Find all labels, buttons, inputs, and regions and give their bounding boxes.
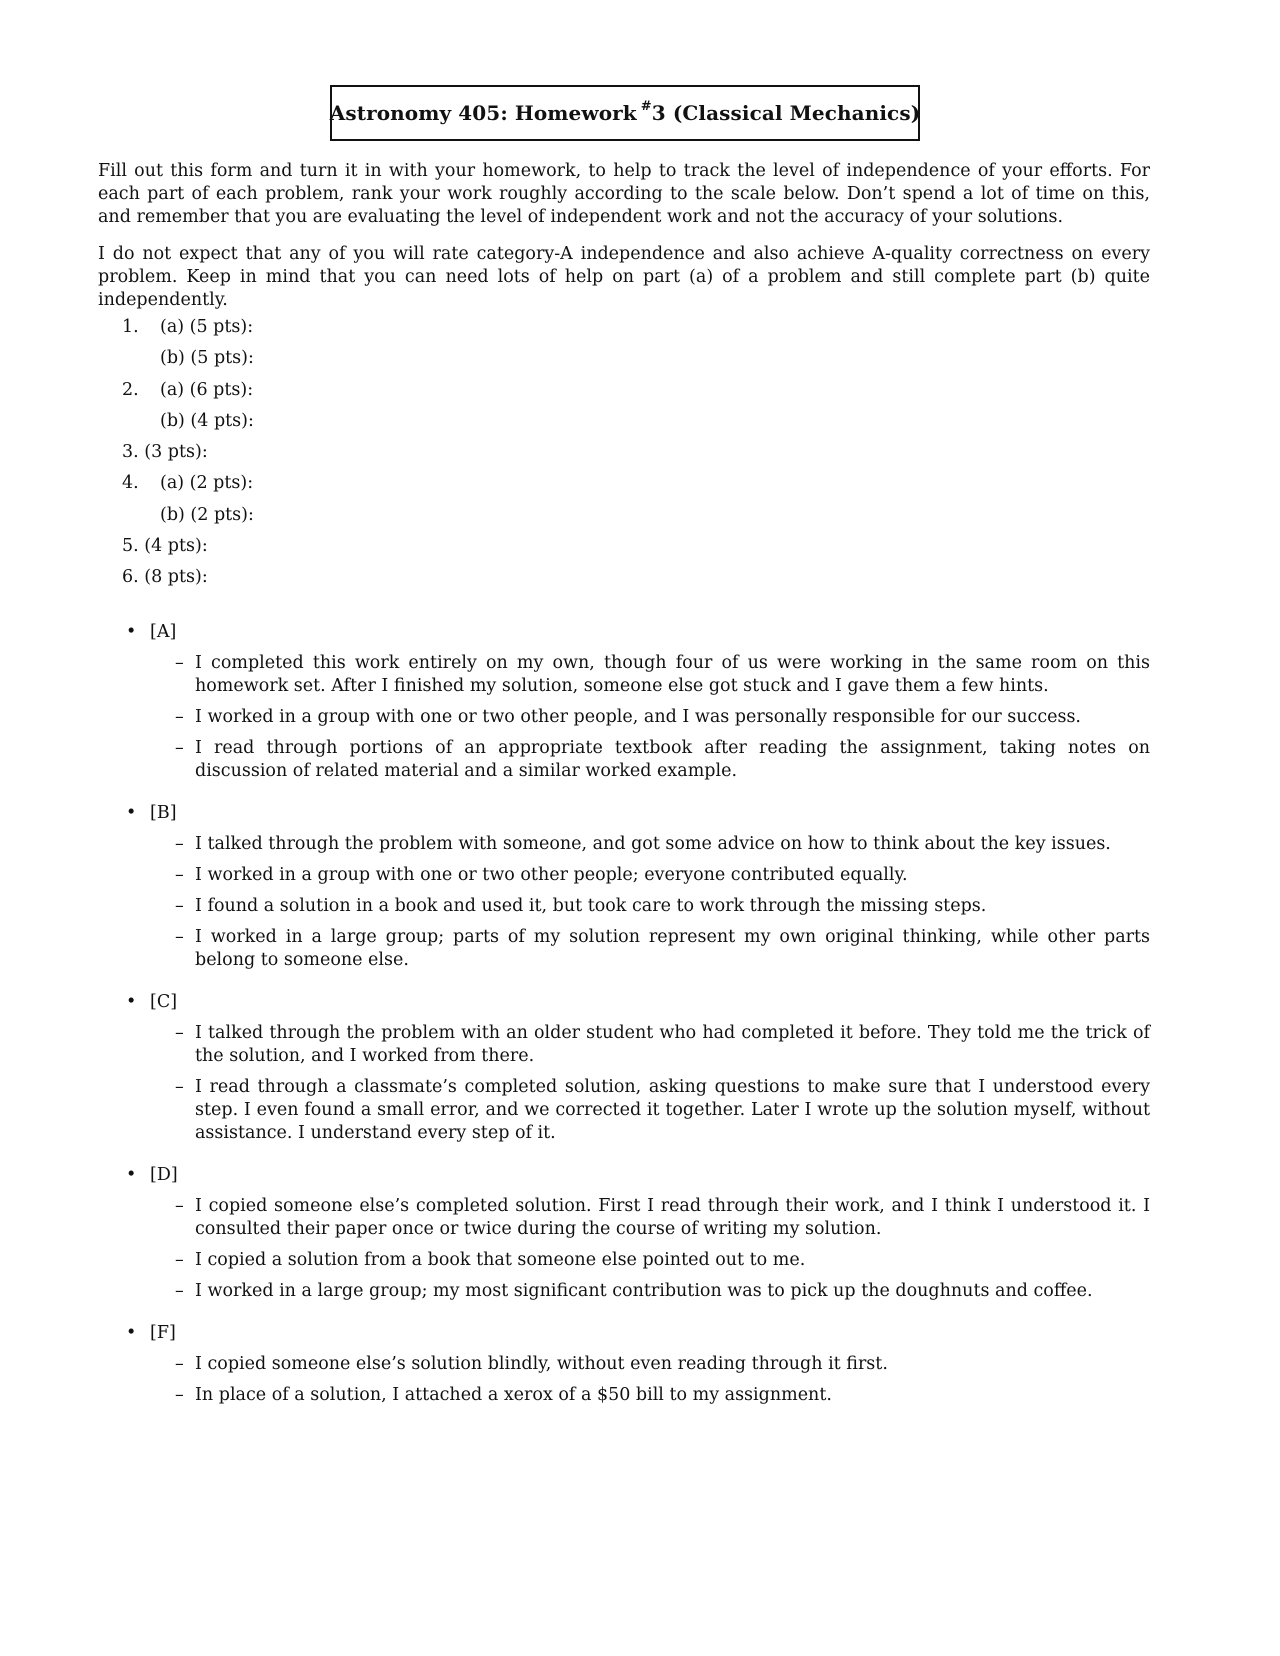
dash-icon: – — [175, 707, 184, 727]
scale-item-text: I talked through the problem with someone, and got some advice on how to think about the key issues. — [195, 834, 1111, 854]
scale-item-text: I copied a solution from a book that someone else pointed out to me. — [195, 1250, 806, 1270]
scale-item — [98, 1353, 1150, 1376]
dash-icon: – — [175, 1250, 184, 1270]
problem-part: (a) (2 pts): — [160, 473, 254, 494]
bullet-icon: • — [126, 803, 137, 823]
instructions-paragraph-2: I do not expect that any of you will rate category-A independence and also achieve A-quality correctness on every problem. Keep in mind that you can need lots of help on part (a) of a problem and still complete part (b) quite independently. — [98, 244, 1150, 310]
problem-part: (b) (2 pts): — [160, 504, 254, 525]
problem-part: (a) (5 pts): — [160, 317, 254, 337]
bullet-icon: • — [126, 1323, 137, 1343]
category-label: [C] — [150, 992, 178, 1012]
problem-label: 5. (4 pts): — [122, 536, 208, 557]
scale-item — [98, 1280, 1150, 1303]
scale-item — [98, 1384, 1150, 1407]
scale-item — [98, 1249, 1150, 1272]
scale-item-text: I worked in a large group; my most significant contribution was to pick up the doughnuts and coffee. — [195, 1281, 1093, 1301]
bullet-icon: • — [126, 1165, 137, 1185]
dash-icon: – — [175, 1385, 184, 1405]
scale-item — [98, 737, 1150, 783]
title-number: 3 (Classical Mechanics) — [651, 101, 921, 125]
scale-item — [98, 1022, 1150, 1068]
bullet-icon: • — [126, 622, 137, 642]
scale-item — [98, 895, 1150, 918]
problem-row — [98, 468, 798, 499]
scale-item-text: I found a solution in a book and used it, but took care to work through the missing steps. — [195, 896, 987, 916]
scale-item-text: I read through portions of an appropriate textbook after reading the assignment, taking notes on discussion of related material and a similar worked example. — [195, 738, 1150, 781]
scale-category — [98, 616, 1150, 797]
scale-item-text: I copied someone else’s completed solution. First I read through their work, and I think I understood it. I consulted their paper once or twice during the course of writing my solution. — [195, 1196, 1150, 1239]
dash-icon: – — [175, 1023, 184, 1043]
dash-icon: – — [175, 653, 184, 673]
problem-row — [98, 562, 798, 593]
instructions — [98, 160, 1150, 326]
category-items — [98, 648, 1150, 797]
title-hash: # — [640, 98, 652, 114]
category-items — [98, 1018, 1150, 1159]
problem-row — [98, 375, 798, 406]
scale-item-text: I worked in a group with one or two other people, and I was personally responsible for our success. — [195, 707, 1081, 727]
scale-item — [98, 926, 1150, 972]
problem-row — [98, 312, 798, 343]
dash-icon: – — [175, 1354, 184, 1374]
independence-scale — [98, 616, 1150, 1421]
title-main: Astronomy 405: Homework — [329, 101, 637, 125]
scale-item — [98, 706, 1150, 729]
problem-row — [98, 437, 798, 468]
scale-category — [98, 797, 1150, 986]
scale-item-text: I copied someone else’s solution blindly, without even reading through it first. — [195, 1354, 888, 1374]
scale-item-text: I worked in a group with one or two other people; everyone contributed equally. — [195, 865, 908, 885]
scale-category — [98, 1159, 1150, 1317]
scale-item — [98, 833, 1150, 856]
category-label: [F] — [150, 1323, 176, 1343]
problem-part: (b) (4 pts): — [160, 410, 254, 431]
problem-label: 6. (8 pts): — [122, 567, 208, 588]
page-title — [330, 85, 920, 141]
dash-icon: – — [175, 1196, 184, 1216]
category-items — [98, 1349, 1150, 1421]
category-heading — [98, 1159, 1150, 1191]
bullet-icon: • — [126, 992, 137, 1012]
category-label: [D] — [150, 1165, 178, 1185]
category-heading — [98, 1317, 1150, 1349]
scale-category — [98, 986, 1150, 1159]
problem-number: 4. — [122, 473, 139, 494]
dash-icon: – — [175, 1281, 184, 1301]
category-heading — [98, 616, 1150, 648]
scale-item — [98, 1195, 1150, 1241]
dash-icon: – — [175, 927, 184, 947]
problem-part: (b) (5 pts): — [160, 348, 254, 369]
problem-number: 1. — [122, 317, 139, 337]
category-items — [98, 829, 1150, 986]
scale-item-text: I read through a classmate’s completed solution, asking questions to make sure that I understood every step. I even found a small error, and we corrected it together. Later I wrote up the solution myself, without assistance. I understand every step of it. — [195, 1077, 1150, 1143]
category-label: [B] — [150, 803, 177, 823]
scale-item-text: I talked through the problem with an older student who had completed it before. They told me the trick of the solution, and I worked from there. — [195, 1023, 1150, 1066]
problem-row — [98, 500, 798, 531]
scale-item-text: I completed this work entirely on my own, though four of us were working in the same room on this homework set. After I finished my solution, someone else got stuck and I gave them a few hints. — [195, 653, 1150, 696]
problem-part: (a) (6 pts): — [160, 379, 254, 400]
category-heading — [98, 797, 1150, 829]
dash-icon: – — [175, 896, 184, 916]
dash-icon: – — [175, 1077, 184, 1097]
dash-icon: – — [175, 865, 184, 885]
problem-list — [98, 312, 798, 594]
dash-icon: – — [175, 834, 184, 854]
scale-item-text: I worked in a large group; parts of my solution represent my own original thinking, while other parts belong to someone else. — [195, 927, 1150, 970]
problem-label: 3. (3 pts): — [122, 442, 208, 463]
dash-icon: – — [175, 738, 184, 758]
scale-item-text: In place of a solution, I attached a xerox of a $50 bill to my assignment. — [195, 1385, 832, 1405]
category-heading — [98, 986, 1150, 1018]
category-items — [98, 1191, 1150, 1317]
scale-category — [98, 1317, 1150, 1421]
scale-item — [98, 864, 1150, 887]
scale-item — [98, 1076, 1150, 1145]
category-label: [A] — [150, 622, 177, 642]
problem-number: 2. — [122, 379, 139, 400]
scale-item — [98, 652, 1150, 698]
instructions-paragraph-1: Fill out this form and turn it in with your homework, to help to track the level of independence of your efforts. For each part of each problem, rank your work roughly according to the scale below. Don’t spend a lot of time on this, and remember that you are evaluating the level of independent work and not the accuracy of your solutions. — [98, 161, 1150, 227]
problem-row — [98, 531, 798, 562]
problem-row — [98, 343, 798, 374]
problem-row — [98, 406, 798, 437]
